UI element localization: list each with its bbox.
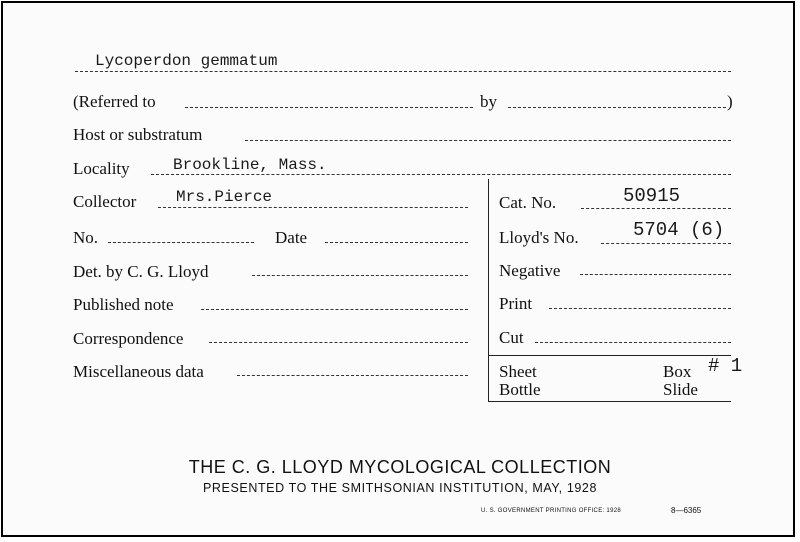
close-paren: ) [727, 92, 733, 111]
host-label: Host or substratum [73, 125, 203, 144]
collection-title: THE C. G. LLOYD MYCOLOGICAL COLLECTION [188, 457, 612, 477]
miscellaneous-rule [237, 375, 468, 376]
form-number: 8—6365 [671, 506, 702, 515]
lloyds-no-rule [601, 243, 731, 244]
cat-no-value: 50915 [623, 185, 681, 207]
printing-office-note: U. S. GOVERNMENT PRINTING OFFICE: 1928 [481, 508, 621, 514]
species-rule [75, 71, 731, 72]
sheet-label: Sheet [499, 362, 537, 381]
cat-no-rule [581, 208, 731, 209]
miscellaneous-label: Miscellaneous data [73, 362, 204, 381]
storage-divider [488, 355, 731, 356]
slide-label: Slide [663, 380, 698, 399]
locality-rule [151, 174, 731, 175]
print-rule [549, 308, 731, 309]
bottle-label: Bottle [499, 380, 541, 399]
det-by-label: Det. by C. G. Lloyd [73, 262, 209, 281]
cut-label: Cut [499, 328, 524, 347]
right-box-bottom [488, 401, 731, 402]
lloyds-no-label: Lloyd's No. [499, 228, 579, 247]
published-note-rule [201, 309, 468, 310]
no-rule [108, 242, 254, 243]
species-name: Lycoperdon gemmatum [95, 52, 278, 70]
negative-label: Negative [499, 261, 561, 280]
date-label: Date [275, 228, 308, 247]
box-label: Box [663, 362, 692, 381]
correspondence-rule [209, 342, 468, 343]
no-label: No. [73, 228, 99, 247]
published-note-label: Published note [73, 295, 174, 314]
box-value: # 1 [708, 355, 743, 377]
referred-to-rule [185, 107, 473, 108]
lloyds-no-value: 5704 (6) [633, 219, 725, 241]
specimen-catalog-card [1, 1, 795, 537]
date-rule [325, 242, 468, 243]
by-label: by [480, 92, 497, 111]
collector-rule [158, 207, 468, 208]
right-box-border [488, 179, 489, 402]
by-rule [508, 107, 726, 108]
print-label: Print [499, 294, 533, 313]
locality-value: Brookline, Mass. [173, 156, 327, 174]
collector-value: Mrs.Pierce [176, 188, 273, 206]
referred-to-label: (Referred to [73, 92, 156, 111]
locality-label: Locality [73, 159, 130, 178]
cat-no-label: Cat. No. [499, 193, 557, 212]
cut-rule [535, 342, 731, 343]
collection-subtitle: PRESENTED TO THE SMITHSONIAN INSTITUTION, MAY, 1928 [202, 481, 598, 495]
collector-label: Collector [73, 192, 137, 211]
host-rule [245, 140, 731, 141]
correspondence-label: Correspondence [73, 329, 184, 348]
negative-rule [580, 274, 731, 275]
det-by-rule [252, 275, 468, 276]
